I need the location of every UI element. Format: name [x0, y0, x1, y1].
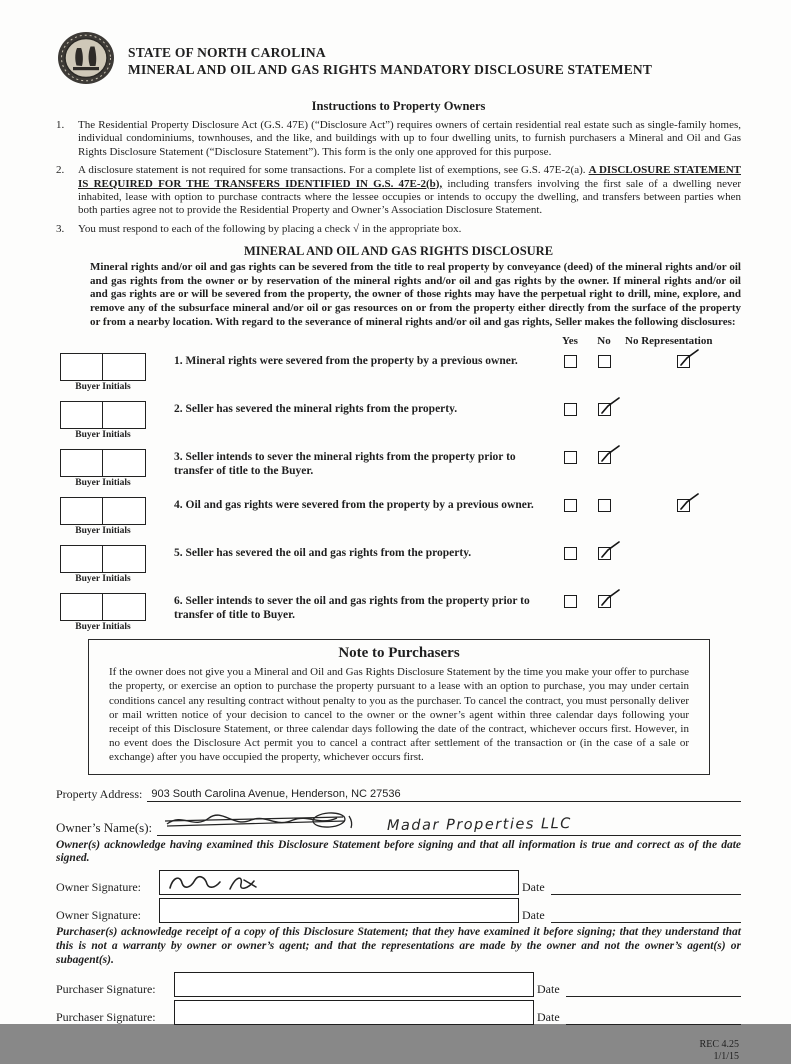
answer-column-headers: [56, 335, 741, 347]
buyer-initials-cell: [56, 543, 174, 584]
purchaser-signature-field[interactable]: [174, 1000, 534, 1025]
owner-acknowledgment: Owner(s) acknowledge having examined this Disclosure Statement before signing and that all information is true and correct as of the date signed.: [56, 838, 741, 865]
checkbox[interactable]: [598, 355, 611, 368]
checkbox[interactable]: [564, 403, 577, 416]
checkbox[interactable]: [564, 451, 577, 464]
checkbox[interactable]: [564, 355, 577, 368]
property-address-line: [56, 787, 741, 802]
owner-signature-field[interactable]: [159, 898, 519, 923]
buyer-initials-cell: [56, 591, 174, 632]
disclosure-statement: [174, 543, 557, 560]
form-code: REC 4.25: [699, 1038, 739, 1050]
buyer-initials-boxes[interactable]: [60, 449, 146, 477]
date-field[interactable]: [551, 909, 741, 923]
checkbox[interactable]: [598, 547, 611, 560]
buyer-initials-label: Buyer Initials: [75, 574, 131, 585]
checkbox[interactable]: [564, 595, 577, 608]
date-label: Date: [537, 981, 560, 996]
no-column-header: No: [597, 335, 611, 348]
disclosure-row: [56, 351, 741, 392]
item-text: The Residential Property Disclosure Act (G.S. 47E) (“Disclosure Act”) requires owners of certain residential real estate such as single-family homes, individual condominiums, townhouses, and the like, and buildings with up to four dwelling units, to furnish purchasers a Mineral and Oil and Gas Rights Disclosure Statement (“Disclosure Statement”). This form is the only one approved for this purpose.: [78, 119, 741, 158]
note-body: If the owner does not give you a Mineral and Oil and Gas Rights Disclosure Statement by the time you make your offer to purchase the property, or exercise an option to purchase the property pursuant to a lease with an option to purchase, you may under certain conditions cancel any resulting contract without penalty to you as the purchaser. To cancel the contract, you must personally deliver or mail written notice of your decision to cancel to the owner or the owner’s agent within three calendar days following your receipt of this Disclosure Statement, or three calendar days following the date of the contract, whichever occurs first. However, in no event does the Disclosure Act permit you to cancel a contract after settlement of the transaction or (in the case of a sale or exchange) after you have occupied the property, whichever occurs first.: [109, 666, 689, 764]
checkbox[interactable]: [598, 595, 611, 608]
statement-number: 4.: [174, 499, 183, 512]
purchaser-signature-label: Purchaser Signature:: [56, 981, 156, 996]
date-label: Date: [522, 908, 545, 923]
buyer-initials-box[interactable]: [103, 449, 146, 477]
item-number: 3.: [56, 222, 65, 235]
buyer-initials-label: Buyer Initials: [75, 526, 131, 537]
owner-signature-label: Owner Signature:: [56, 880, 141, 895]
disclosure-row: [56, 399, 741, 440]
property-address-field[interactable]: 903 South Carolina Avenue, Henderson, NC 27536: [147, 788, 741, 802]
owner-signature-field[interactable]: [159, 870, 519, 895]
date-field[interactable]: [551, 881, 741, 895]
buyer-initials-box[interactable]: [103, 353, 146, 381]
instruction-item-2: [56, 164, 741, 218]
disclosure-statement: [174, 351, 557, 368]
statement-number: 2.: [174, 403, 183, 416]
checkbox-no[interactable]: [591, 447, 617, 464]
form-revision-date: 1/1/15: [713, 1051, 739, 1063]
purchaser-acknowledgment: Purchaser(s) acknowledge receipt of a copy of this Disclosure Statement; that they have examined it before signing; that they understand that this is not a warranty by owner or owner’s agent; and that the representations are made by the owner and not the owner’s agent(s) or subagent(s).: [56, 926, 741, 966]
buyer-initials-boxes[interactable]: [60, 545, 146, 573]
property-address-label: Property Address:: [56, 786, 143, 801]
purchaser-signature-row-2: [56, 1000, 741, 1025]
owner-signature-row-1: [56, 870, 741, 895]
buyer-initials-label: Buyer Initials: [75, 478, 131, 489]
owner-names-label: Owner’s Name(s):: [56, 819, 153, 835]
buyer-initials-cell: [56, 351, 174, 392]
check-mark-icon: [599, 589, 621, 609]
buyer-initials-boxes[interactable]: [60, 593, 146, 621]
disclosure-rows: [56, 351, 741, 632]
disclosure-row: [56, 495, 741, 536]
owner-signature-row-2: [56, 898, 741, 923]
checkbox-yes[interactable]: [557, 447, 583, 464]
buyer-initials-label: Buyer Initials: [75, 430, 131, 441]
checkbox[interactable]: [564, 499, 577, 512]
checkbox[interactable]: [598, 451, 611, 464]
check-mark-icon: [599, 397, 621, 417]
checkbox-no[interactable]: [591, 351, 617, 368]
item-number: 1.: [56, 119, 65, 131]
yes-column-header: Yes: [562, 335, 578, 348]
disclosure-statement: [174, 591, 557, 622]
statement-text: Seller intends to sever the mineral rights from the property prior to transfer of title to the Buyer.: [174, 451, 516, 478]
buyer-initials-cell: [56, 399, 174, 440]
buyer-initials-cell: [56, 495, 174, 536]
disclosure-intro: Mineral rights and/or oil and gas rights can be severed from the title to real property by conveyance (deed) of the mineral rights and/or oil and gas rights from the owner or by reservation of the mineral rights and/or oil and gas rights by the owner. If mineral rights and/or oil and gas rights are or will be severed from the property, the owner of those rights may have the perpetual right to drill, mine, explore, and remove any of the subsurface mineral and/or oil or gas resources on or from the property either directly from the surface of the property or from a nearby location. With regard to the severance of mineral rights and/or oil and gas rights, Seller makes the following disclosures:: [90, 261, 741, 328]
statement-text: Mineral rights were severed from the property by a previous owner.: [185, 355, 518, 368]
checkbox-no[interactable]: [591, 543, 617, 560]
nc-state-seal-icon: [56, 30, 116, 91]
checkbox-yes[interactable]: [557, 399, 583, 416]
checkbox-no-representation[interactable]: [625, 495, 741, 512]
statement-number: 6.: [174, 595, 183, 608]
statement-number: 3.: [174, 451, 183, 464]
checkbox-no[interactable]: [591, 495, 617, 512]
checkbox[interactable]: [598, 403, 611, 416]
item-text: A disclosure statement is not required for some transactions. For a complete list of exemptions, see G.S. 47E-2(a). A DISCLOSURE STATEMENT IS REQUIRED FOR THE TRANSFERS IDENTIFIED IN G.S. 47E-2(b), including transfers involving the first sale of a dwelling never inhabited, lease with option to purchase contracts where the lessee occupies or intends to occupy the dwelling, and transfers between parties when both parties agree not to provide the Residential Property and Owner’s Association Disclosure Statement.: [78, 164, 741, 217]
instruction-item-3: [56, 223, 741, 236]
date-field[interactable]: [566, 1011, 741, 1025]
purchaser-signature-field[interactable]: [174, 972, 534, 997]
date-label: Date: [537, 1009, 560, 1024]
buyer-initials-box[interactable]: [103, 497, 146, 525]
buyer-initials-box[interactable]: [60, 401, 103, 429]
buyer-initials-boxes[interactable]: [60, 353, 146, 381]
buyer-initials-box[interactable]: [60, 593, 103, 621]
buyer-initials-box[interactable]: [60, 449, 103, 477]
check-mark-icon: [678, 349, 700, 369]
checkbox-yes[interactable]: [557, 591, 583, 608]
item-text: You must respond to each of the following by placing a check √ in the appropriate box.: [78, 222, 462, 235]
disclosure-statement: [174, 447, 557, 478]
statement-text: Seller has severed the mineral rights from the property.: [185, 403, 458, 416]
instructions-heading: Instructions to Property Owners: [311, 99, 486, 113]
buyer-initials-cell: [56, 447, 174, 488]
instruction-item-1: [56, 119, 741, 159]
disclosure-row: [56, 591, 741, 632]
owner-signature-label: Owner Signature:: [56, 908, 141, 923]
checkbox[interactable]: [564, 547, 577, 560]
item-number: 2.: [56, 164, 65, 177]
checkbox-yes[interactable]: [557, 351, 583, 368]
buyer-initials-box[interactable]: [60, 545, 103, 573]
buyer-initials-box[interactable]: [60, 353, 103, 381]
check-mark-icon: [599, 541, 621, 561]
buyer-initials-box[interactable]: [103, 401, 146, 429]
checkbox[interactable]: [677, 355, 690, 368]
header-state-line: STATE OF NORTH CAROLINA: [128, 44, 326, 60]
statement-text: Oil and gas rights were severed from the property by a previous owner.: [185, 499, 534, 512]
check-mark-icon: [599, 445, 621, 465]
checkbox-yes[interactable]: [557, 543, 583, 560]
disclosure-row: [56, 543, 741, 584]
disclosure-heading: MINERAL AND OIL AND GAS RIGHTS DISCLOSURE: [243, 244, 554, 259]
checkbox-no[interactable]: [591, 399, 617, 416]
form-footer: [56, 1039, 741, 1064]
checkbox-no-representation[interactable]: [625, 351, 741, 368]
checkbox-no[interactable]: [591, 591, 617, 608]
checkbox[interactable]: [677, 499, 690, 512]
note-heading: Note to Purchasers: [338, 645, 460, 662]
purchaser-signature-label: Purchaser Signature:: [56, 1009, 156, 1024]
instructions-list: [56, 119, 741, 236]
note-to-purchasers-box: [88, 639, 710, 774]
statement-text: Seller has severed the oil and gas rights from the property.: [185, 547, 472, 560]
disclosure-statement: [174, 495, 557, 512]
checkbox-yes[interactable]: [557, 495, 583, 512]
crossed-out-name-scribble: [161, 808, 361, 834]
buyer-initials-label: Buyer Initials: [75, 382, 131, 393]
statement-number: 1.: [174, 355, 183, 368]
buyer-initials-box[interactable]: [103, 545, 146, 573]
statement-text: Seller intends to sever the oil and gas rights from the property prior to transfer of title to Buyer.: [174, 595, 530, 622]
form-title: MINERAL AND OIL AND GAS RIGHTS MANDATORY DISCLOSURE STATEMENT: [128, 61, 653, 77]
checkbox[interactable]: [598, 499, 611, 512]
buyer-initials-boxes[interactable]: [60, 497, 146, 525]
date-label: Date: [522, 880, 545, 895]
buyer-initials-box[interactable]: [103, 593, 146, 621]
buyer-initials-box[interactable]: [60, 497, 103, 525]
owner-names-field[interactable]: [157, 808, 741, 836]
owner-name-handwritten: Madar Properties LLC: [387, 815, 573, 834]
disclosure-statement: [174, 399, 557, 416]
buyer-initials-boxes[interactable]: [60, 401, 146, 429]
disclosure-row: [56, 447, 741, 488]
form-header: [56, 30, 741, 91]
no-representation-column-header: No Representation: [625, 335, 713, 348]
buyer-initials-label: Buyer Initials: [75, 622, 131, 633]
bold-underlined-clause: A DISCLOSURE STATEMENT IS REQUIRED FOR THE TRANSFERS IDENTIFIED IN G.S. 47E-2(b),: [78, 164, 741, 190]
check-mark-icon: [678, 493, 700, 513]
date-field[interactable]: [566, 983, 741, 997]
statement-number: 5.: [174, 547, 183, 560]
owner-signature-scribble: [164, 871, 304, 895]
purchaser-signature-row-1: [56, 972, 741, 997]
owner-names-line: [56, 808, 741, 836]
